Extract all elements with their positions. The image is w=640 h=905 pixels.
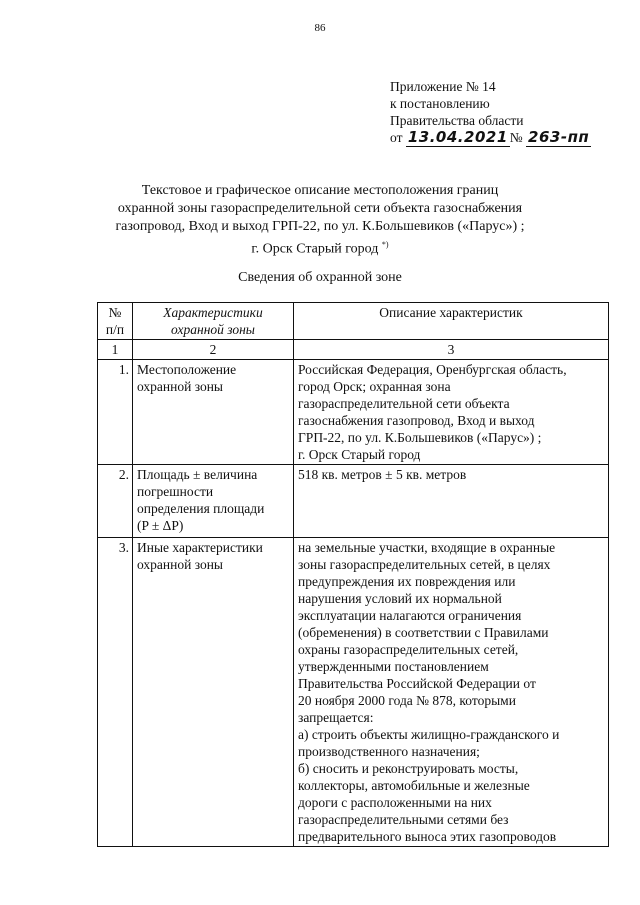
handwritten-date: 13.04.2021 — [407, 128, 508, 146]
header-number: № п/п — [98, 303, 133, 340]
table-row — [98, 465, 609, 538]
title-line-2: охранной зоны газораспределительной сети объекта газоснабжения — [117, 201, 523, 216]
row-number: 2. — [98, 465, 133, 538]
appendix-line-2: к постановлению — [390, 96, 490, 111]
page-number: 86 — [314, 22, 326, 34]
index-cell: 2 — [133, 340, 294, 360]
row-description: на земельные участки, входящие в охранные зоны газораспределительных сетей, в целях предупреждения их повреждения или нарушения условий их нормальной эксплуатации налагаются ограничения (обременения) в соответствии с Правилами охраны газораспределительных сетей, утвержденными постановлением Правительства Российской Федерации от 20 ноября 2000 года № 878, которыми запрещается: а) строить объекты жилищно-гражданского и производственного назначения; б) сносить и реконструировать мосты, коллекторы, автомобильные и железные дороги с расположенными на них газораспределительными сетями без предварительного выноса этих газопроводов — [294, 538, 609, 847]
row-characteristic: Местоположение охранной зоны — [133, 360, 294, 465]
footnote-mark: *) — [381, 240, 389, 249]
header-characteristics: Характеристики охранной зоны — [133, 303, 294, 340]
title-line-1: Текстовое и графическое описание местоположения границ — [141, 183, 499, 198]
document-title — [100, 182, 540, 259]
title-line-4 — [100, 236, 540, 259]
row-description: 518 кв. метров ± 5 кв. метров — [294, 465, 609, 538]
title-line-3: газопровод, Вход и выход ГРП-22, по ул. К.Большевиков («Парус») ; — [115, 219, 525, 234]
row-number: 3. — [98, 538, 133, 847]
table-header-row — [98, 303, 609, 340]
appendix-block — [390, 78, 591, 146]
title-location: г. Орск Старый город — [251, 241, 379, 257]
from-label: от — [390, 130, 403, 145]
row-description: Российская Федерация, Оренбургская область, город Орск; охранная зона газораспределительной сети объекта газоснабжения газопровод, Вход и выход ГРП-22, по ул. К.Большевиков («Парус») ; г. Орск Старый город — [294, 360, 609, 465]
appendix-line-1: Приложение № 14 — [390, 79, 496, 94]
header-description: Описание характеристик — [294, 303, 609, 340]
index-cell: 1 — [98, 340, 133, 360]
table-index-row — [98, 340, 609, 360]
appendix-line-3: Правительства области — [390, 113, 524, 128]
number-label: № — [509, 130, 523, 145]
table-row — [98, 538, 609, 847]
handwritten-number: 263-пп — [528, 128, 590, 146]
section-title: Сведения об охранной зоне — [238, 270, 402, 285]
row-number: 1. — [98, 360, 133, 465]
protection-zone-table — [97, 302, 609, 847]
row-characteristic: Иные характеристики охранной зоны — [133, 538, 294, 847]
table-row — [98, 360, 609, 465]
appendix-date-line — [390, 129, 591, 146]
index-cell: 3 — [294, 340, 609, 360]
row-characteristic: Площадь ± величина погрешности определения площади (P ± ΔP) — [133, 465, 294, 538]
